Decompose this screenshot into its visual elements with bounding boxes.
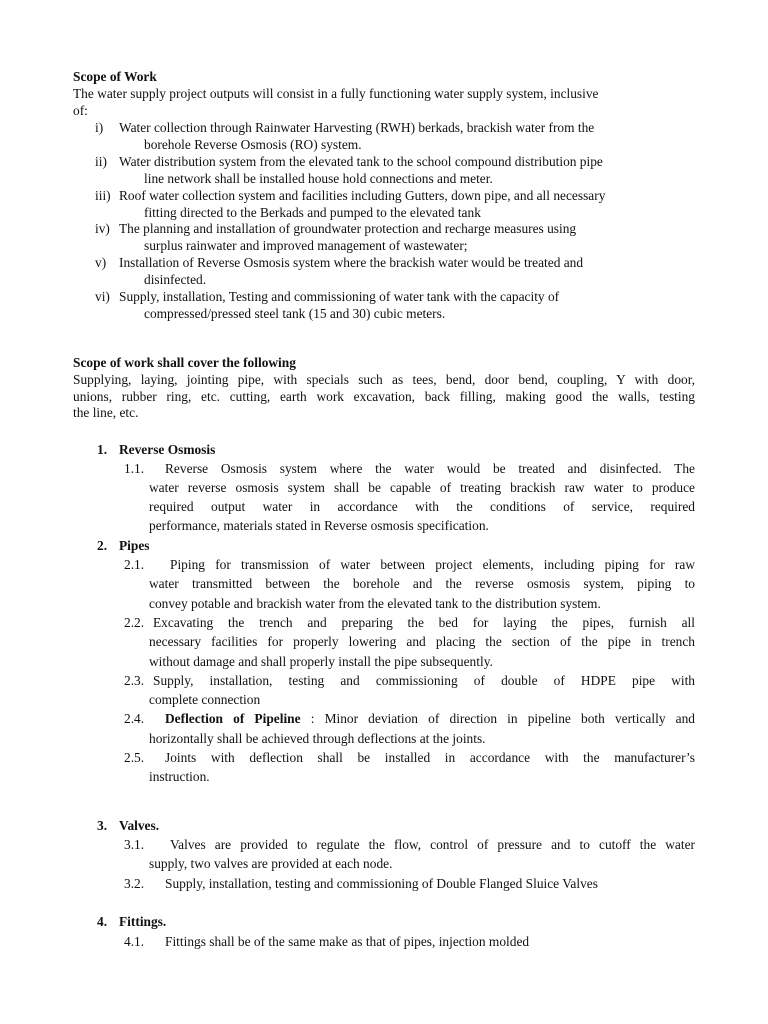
roman-item-2-line-1: Water distribution system from the elevated tank to the school compound distribution pipe	[119, 154, 603, 169]
cover-text-line-1: Supplying, laying, jointing pipe, with specials such as tees, bend, door bend, coupling, Y with door,	[73, 372, 695, 387]
item-1-1-line-4: performance, materials stated in Reverse osmosis specification.	[149, 518, 489, 533]
roman-item-5-line-1: Installation of Reverse Osmosis system where the brackish water would be treated and	[119, 255, 584, 270]
roman-item-2-line-2: line network shall be installed house hold connections and meter.	[144, 171, 493, 186]
roman-item-1-number: i)	[95, 120, 104, 135]
roman-item-4-number: iv)	[95, 221, 110, 236]
cover-text-line-2: unions, rubber ring, etc. cutting, earth work excavation, back filling, making good the walls, testing	[73, 389, 695, 404]
item-3-1-number: 3.1.	[124, 837, 145, 852]
item-1-1-line-2: water reverse osmosis system shall be capable of treating brackish raw water to produce	[149, 480, 695, 495]
roman-item-1-line-2: borehole Reverse Osmosis (RO) system.	[144, 137, 362, 152]
item-2-1-line-2: water transmitted between the borehole and the reverse osmosis system, piping to	[149, 576, 695, 591]
section-3-number: 3.	[97, 818, 108, 833]
roman-item-6-line-2: compressed/pressed steel tank (15 and 30) cubic meters.	[144, 306, 446, 321]
item-2-3-number: 2.3.	[124, 673, 145, 688]
item-2-2-line-3: without damage and shall properly install the pipe subsequently.	[149, 654, 493, 669]
item-2-2-line-2: necessary facilities for properly lowering and placing the section of the pipe in trench	[149, 634, 695, 649]
item-3-1-line-2: supply, two valves are provided at each node.	[149, 856, 393, 871]
roman-item-3-number: iii)	[95, 188, 111, 203]
item-2-1-number: 2.1.	[124, 557, 145, 572]
item-2-3-line-2: complete connection	[149, 692, 261, 707]
item-4-1-line-1: Fittings shall be of the same make as that of pipes, injection molded	[165, 934, 530, 949]
item-4-1-number: 4.1.	[124, 934, 145, 949]
section-heading-scope-cover: Scope of work shall cover the following	[73, 355, 296, 370]
item-2-4-line-1	[165, 710, 695, 727]
roman-item-4-line-2: surplus rainwater and improved management of wastewater;	[144, 238, 468, 253]
item-2-1-line-3: convey potable and brackish water from the elevated tank to the distribution system.	[149, 596, 601, 611]
item-2-4-number: 2.4.	[124, 711, 145, 726]
item-2-4-line-2: horizontally shall be achieved through deflections at the joints.	[149, 731, 486, 746]
roman-item-3-line-2: fitting directed to the Berkads and pumped to the elevated tank	[144, 205, 481, 220]
item-2-2-number: 2.2.	[124, 615, 145, 630]
item-3-1-line-1: Valves are provided to regulate the flow, control of pressure and to cutoff the water	[170, 837, 695, 852]
item-1-1-line-3: required output water in accordance with the conditions of service, required	[149, 499, 695, 514]
scope-intro-line-2: of:	[73, 103, 88, 118]
item-2-5-line-2: instruction.	[149, 769, 210, 784]
section-heading-scope-of-work: Scope of Work	[73, 69, 157, 84]
section-3-title: Valves.	[119, 818, 160, 833]
item-2-2-line-1: Excavating the trench and preparing the bed for laying the pipes, furnish all	[153, 615, 695, 630]
roman-item-4-line-1: The planning and installation of groundwater protection and recharge measures using	[119, 221, 577, 236]
roman-item-2-number: ii)	[95, 154, 107, 169]
section-4-number: 4.	[97, 914, 108, 929]
item-2-3-line-1: Supply, installation, testing and commissioning of double of HDPE pipe with	[153, 673, 695, 688]
section-4-title: Fittings.	[119, 914, 167, 929]
roman-item-6-number: vi)	[95, 289, 110, 304]
scope-intro-line-1: The water supply project outputs will consist in a fully functioning water supply system, inclusive	[73, 86, 599, 101]
item-2-4-line-1-rest: : Minor deviation of direction in pipeline both vertically and	[310, 711, 695, 726]
roman-item-3-line-1: Roof water collection system and facilities including Gutters, down pipe, and all necessary	[119, 188, 606, 203]
item-2-5-number: 2.5.	[124, 750, 145, 765]
item-2-4-bold-lead: Deflection of Pipeline	[165, 711, 301, 726]
item-2-5-line-1: Joints with deflection shall be installed in accordance with the manufacturer’s	[165, 750, 695, 765]
cover-text-line-3: the line, etc.	[73, 405, 139, 420]
item-3-2-line-1: Supply, installation, testing and commissioning of Double Flanged Sluice Valves	[165, 876, 598, 891]
item-1-1-line-1: Reverse Osmosis system where the water would be treated and disinfected. The	[165, 461, 695, 476]
item-2-1-line-1: Piping for transmission of water between project elements, including piping for raw	[170, 557, 695, 572]
section-1-number: 1.	[97, 442, 108, 457]
roman-item-5-line-2: disinfected.	[144, 272, 207, 287]
section-2-number: 2.	[97, 538, 108, 553]
item-3-2-number: 3.2.	[124, 876, 145, 891]
roman-item-1-line-1: Water collection through Rainwater Harvesting (RWH) berkads, brackish water from the	[119, 120, 595, 135]
roman-item-5-number: v)	[95, 255, 107, 270]
section-2-title: Pipes	[119, 538, 150, 553]
roman-item-6-line-1: Supply, installation, Testing and commissioning of water tank with the capacity of	[119, 289, 560, 304]
item-1-1-number: 1.1.	[124, 461, 145, 476]
section-1-title: Reverse Osmosis	[119, 442, 216, 457]
